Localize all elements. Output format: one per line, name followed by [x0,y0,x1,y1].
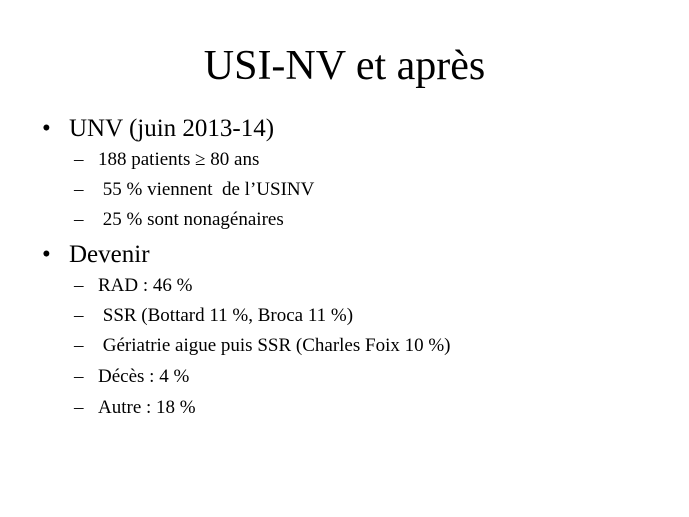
sub-item-text: 25 % sont nonagénaires [98,209,284,230]
sub-item-text: Décès : 4 % [98,366,190,387]
sub-item-text: RAD : 46 % [98,275,193,296]
sub-item [74,396,196,492]
bullet-dot-icon: • [42,115,51,142]
dash-icon: – [74,366,84,387]
sub-item-text: Autre : 18 % [98,397,196,418]
section-heading: UNV (juin 2013-14) [69,115,275,142]
sub-item-text: SSR (Bottard 11 %, Broca 11 %) [98,305,354,326]
slide-title: USI-NV et après [203,43,486,89]
sub-item-text: Gériatrie aigue puis SSR (Charles Foix 10 %) [98,335,451,356]
dash-icon: – [74,179,84,200]
section-heading: Devenir [69,241,150,268]
dash-icon: – [74,305,84,326]
dash-icon: – [74,335,84,356]
dash-icon: – [74,275,84,296]
dash-icon: – [74,209,84,230]
dash-icon: – [74,397,84,418]
bullet-dot-icon: • [42,241,51,268]
sub-item-text: 188 patients ≥ 80 ans [98,149,260,170]
dash-icon: – [74,149,84,170]
sub-item-text: 55 % viennent de l’USINV [98,179,315,200]
